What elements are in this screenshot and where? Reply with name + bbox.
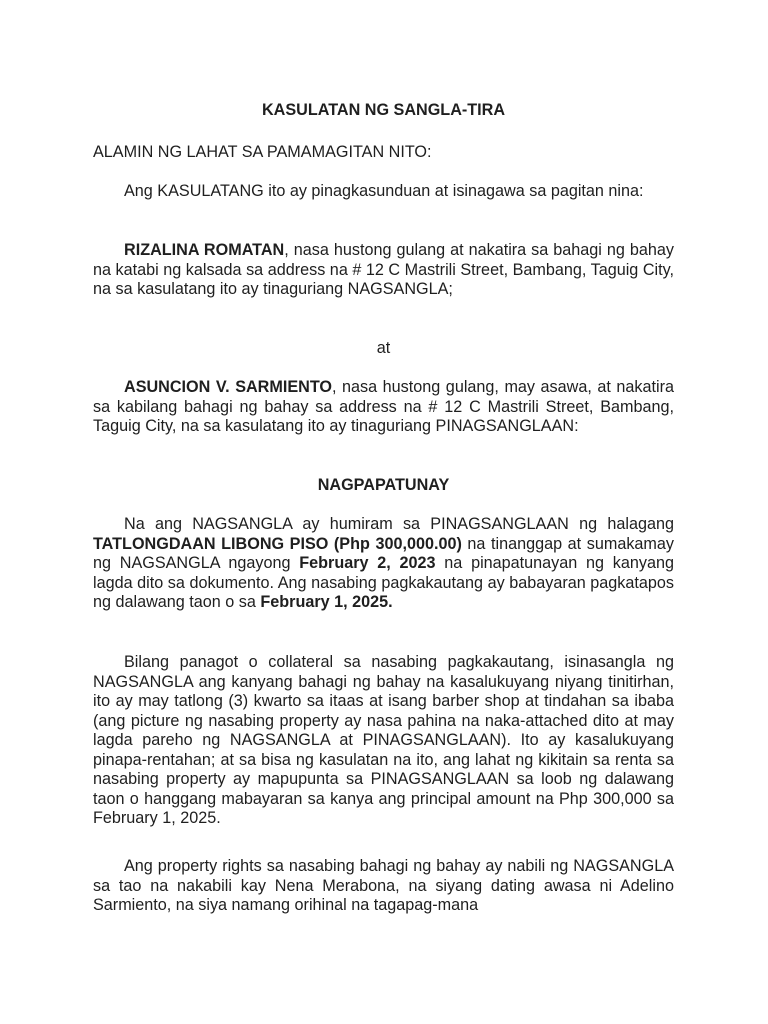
separator-at: at bbox=[376, 339, 391, 357]
document-title: KASULATAN NG SANGLA-TIRA bbox=[261, 101, 506, 119]
greeting-line: ALAMIN NG LAHAT SA PAMAMAGITAN NITO: bbox=[93, 143, 432, 161]
party1-description: , nasa hustong gulang at nakatira sa bahagi ng bahay na katabi ng kalsada sa address na # 12 C Mastrili Street, Bambang, Taguig City, na sa kasulatang ito ay tinaguriang NAGSANGLA; bbox=[93, 241, 675, 298]
loan-due-date: February 1, 2025. bbox=[260, 593, 393, 611]
intro-paragraph: Ang KASULATANG ito ay pinagkasunduan at isinagawa sa pagitan nina: bbox=[124, 182, 644, 200]
loan-amount: TATLONGDAAN LIBONG PISO (Php 300,000.00) bbox=[93, 534, 462, 553]
section-heading: NAGPAPATUNAY bbox=[317, 476, 450, 494]
loan-text-2: na tinanggap at sumakamay ng NAGSANGLA ngayong bbox=[93, 534, 675, 572]
loan-paragraph bbox=[93, 515, 674, 613]
party1-paragraph bbox=[93, 241, 674, 300]
property-rights-paragraph: Ang property rights sa nasabing bahagi ng bahay ay nabili ng NAGSANGLA sa tao na nakabili kay Nena Merabona, na siyang dating awasa ni Adelino Sarmiento, na siya namang orihinal na tagapag-mana bbox=[93, 857, 674, 914]
collateral-paragraph: Bilang panagot o collateral sa nasabing pagkakautang, isinasangla ng NAGSANGLA ang kanyang bahagi ng bahay na kasalukuyang niyang tinitirhan, ito ay may tatlong (3) kwarto sa itaas at isang barber shop at tindahan sa ibaba (ang picture ng nasabing property ay nasa pahina na naka-attached dito at may lagda pareho ng NAGSANGLA at PINAGSANGLAAN). Ito ay kasalukuyang pinapa-rentahan; at sa bisa ng kasulatan na ito, ang lahat ng kikitain sa renta sa nasabing property ay mapupunta sa PINAGSANGLAAN sa loob ng dalawang taon o hanggang mabayaran sa kanya ang principal amount na Php 300,000 sa February 1, 2025. bbox=[93, 653, 674, 827]
loan-text-3: na pinapatunayan ng kanyang lagda dito sa dokumento. Ang nasabing pagkakautang ay babayaran pagkatapos ng dalawang taon o sa bbox=[93, 554, 674, 611]
party2-description: , nasa hustong gulang, may asawa, at nakatira sa kabilang bahagi ng bahay sa address na # 12 C Mastrili Street, Bambang, Taguig City, na sa kasulatang ito ay tinaguriang PINAGSANGLAAN: bbox=[93, 378, 674, 435]
loan-date-received: February 2, 2023 bbox=[299, 554, 436, 572]
party2-name: ASUNCION V. SARMIENTO bbox=[124, 378, 333, 396]
party1-name: RIZALINA ROMATAN bbox=[124, 241, 285, 259]
party2-paragraph bbox=[93, 378, 674, 437]
loan-text-1: Na ang NAGSANGLA ay humiram sa PINAGSANGLAAN ng halagang bbox=[124, 515, 674, 533]
